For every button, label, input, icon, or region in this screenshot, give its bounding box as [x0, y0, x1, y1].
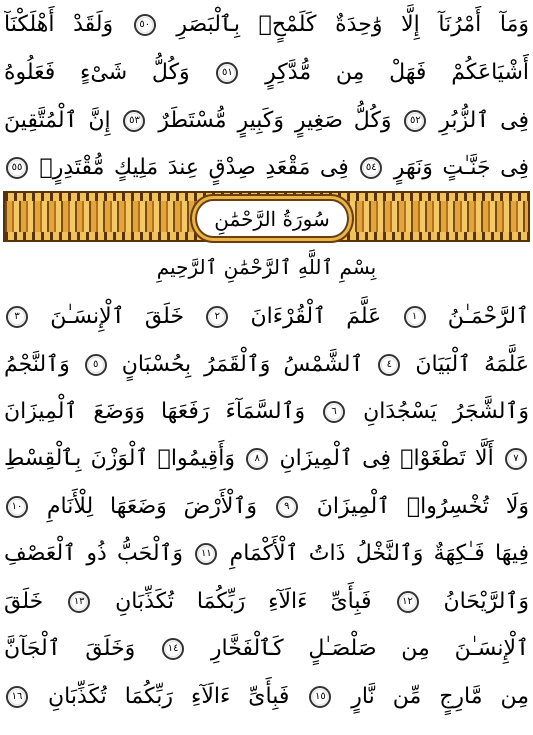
ayah-number-marker: ٩ — [276, 496, 298, 518]
verse-line-text — [4, 579, 529, 625]
verse-line-text — [4, 98, 529, 144]
verse-text-segment: أَشْيَاعَكُمْ فَهَلْ مِن مُّدَّكِرٍ — [240, 60, 529, 85]
verse-text-segment: وَٱلشَّجَرُ يَسْجُدَانِ — [347, 399, 529, 424]
verse-line-text — [4, 342, 529, 388]
ayah-number-marker: ٥١ — [216, 62, 238, 84]
surah-title: سُورَةُ الرَّحْمَٰنِ — [214, 206, 330, 231]
ayah-number-marker: ١٢ — [397, 591, 419, 613]
verse-line-text — [4, 436, 529, 482]
verse-line — [4, 294, 529, 340]
ayah-number-marker: ٥٠ — [134, 14, 156, 36]
verse-text-segment: وَٱلرَّيْحَانُ — [420, 589, 529, 614]
verse-line-text — [4, 484, 529, 530]
ayah-number-marker: ١٣ — [68, 591, 90, 613]
verse-text-segment: وَكُلُّ صَغِيرٍ وَكَبِيرٍ مُّسْتَطَرٌ — [147, 108, 403, 133]
verse-text-segment: عَلَّمَهُ ٱلْبَيَانَ — [402, 352, 529, 377]
verse-text-segment: وَٱلسَّمَآءَ رَفَعَهَا وَوَضَعَ ٱلْمِيزَانَ — [4, 399, 322, 424]
verse-line — [4, 98, 529, 144]
ayah-number-marker: ٦ — [323, 401, 345, 423]
ayah-number-marker: ٢ — [206, 306, 228, 328]
verse-line — [4, 389, 529, 435]
ayah-number-marker: ١٦ — [6, 686, 28, 708]
ayah-number-marker: ٥٥ — [6, 157, 28, 179]
verse-text-segment: وَمَآ أَمْرُنَآ إِلَّا وَٰحِدَةٌ كَلَمْحٍۭ بِٱلْبَصَرِ — [157, 12, 529, 37]
verse-text-segment: وَٱلنَّجْمُ — [4, 352, 83, 377]
verse-text-segment: فِى جَنَّـٰتٍ وَنَهَرٍ — [384, 155, 529, 180]
ayah-number-marker: ١٠ — [6, 496, 28, 518]
verse-line-text — [4, 674, 529, 720]
ayah-number-marker: ٣ — [6, 306, 28, 328]
verse-text-segment: وَكُلُّ شَىْءٍ فَعَلُوهُ — [4, 60, 215, 85]
verse-line — [4, 626, 529, 672]
basmala: بِسْمِ ٱللَّهِ ٱلرَّحْمَٰنِ ٱلرَّحِيمِ — [156, 255, 377, 279]
verse-text-segment: ٱلشَّمْسُ وَٱلْقَمَرُ بِحُسْبَانٍ — [108, 352, 377, 377]
verse-line — [4, 145, 529, 191]
verse-text-segment: فَبِأَىِّ ءَالَآءِ رَبِّكُمَا تُكَذِّبَانِ — [30, 684, 308, 709]
verse-text-segment: ٱلرَّحْمَـٰنُ — [427, 304, 529, 329]
verse-line-text — [4, 294, 529, 340]
verse-text-segment: مِن مَّارِجٍ مِّن نَّارٍ — [333, 684, 529, 709]
verse-text-segment: خَلَقَ — [4, 589, 67, 614]
verse-text-segment: فِى ٱلزُّبُرِ — [428, 108, 529, 133]
verse-line-text — [4, 531, 529, 577]
verse-line-text — [4, 2, 529, 48]
ayah-number-marker: ٧ — [505, 448, 527, 470]
verse-text-segment: خَلَقَ ٱلْإِنسَـٰنَ — [30, 304, 205, 329]
verse-line — [4, 674, 529, 720]
verse-text-segment: فِيهَا فَـٰكِهَةٌ وَٱلنَّخْلُ ذَاتُ ٱلْأَكْمَامِ — [219, 541, 529, 566]
verse-text-segment: وَلَا تُخْسِرُوا۟ ٱلْمِيزَانَ — [299, 494, 529, 519]
verse-line — [4, 579, 529, 625]
ayah-number-marker: ٥ — [85, 354, 107, 376]
verse-text-segment: فِى مَقْعَدِ صِدْقٍ عِندَ مَلِيكٍ مُّقْتَدِرٍۭ — [30, 155, 359, 180]
ayah-number-marker: ٨ — [246, 448, 268, 470]
verse-line — [4, 436, 529, 482]
verse-line-text — [4, 145, 529, 191]
verse-text-segment: وَلَقَدْ أَهْلَكْنَآ — [4, 12, 132, 37]
surah-name-cartouche — [195, 199, 349, 238]
verse-text-segment: أَلَّا تَطْغَوْا۟ فِى ٱلْمِيزَانِ — [270, 446, 503, 471]
verse-line-text — [4, 626, 529, 672]
ayah-number-marker: ٥٢ — [404, 110, 426, 132]
verse-text-segment: إِنَّ ٱلْمُتَّقِينَ — [4, 108, 122, 133]
verse-line — [4, 531, 529, 577]
verse-line-text — [4, 389, 529, 435]
verse-line-text — [4, 50, 529, 96]
verse-line — [4, 2, 529, 48]
verse-text-segment: وَخَلَقَ ٱلْجَآنَّ — [4, 636, 161, 661]
verse-line — [4, 484, 529, 530]
surah-header-banner — [3, 191, 530, 242]
verse-text-segment: فَبِأَىِّ ءَالَآءِ رَبِّكُمَا تُكَذِّبَانِ — [92, 589, 395, 614]
ayah-number-marker: ٥٣ — [123, 110, 145, 132]
verse-text-segment: وَٱلْحَبُّ ذُو ٱلْعَصْفِ — [4, 541, 194, 566]
verse-text-segment: عَلَّمَ ٱلْقُرْءَانَ — [230, 304, 402, 329]
verse-text-segment: ٱلْإِنسَـٰنَ مِن صَلْصَـٰلٍ كَٱلْفَخَّارِ — [186, 636, 529, 661]
ayah-number-marker: ١٤ — [162, 638, 184, 660]
ayah-number-marker: ٤ — [378, 354, 400, 376]
verse-text-segment: وَأَقِيمُوا۟ ٱلْوَزْنَ بِٱلْقِسْطِ — [4, 446, 245, 471]
verse-line — [4, 50, 529, 96]
verse-text-segment: وَٱلْأَرْضَ وَضَعَهَا لِلْأَنَامِ — [30, 494, 274, 519]
ayah-number-marker: ١٥ — [309, 686, 331, 708]
ayah-number-marker: ٥٤ — [360, 157, 382, 179]
verse-line — [4, 342, 529, 388]
ayah-number-marker: ١ — [404, 306, 426, 328]
ayah-number-marker: ١١ — [195, 543, 217, 565]
